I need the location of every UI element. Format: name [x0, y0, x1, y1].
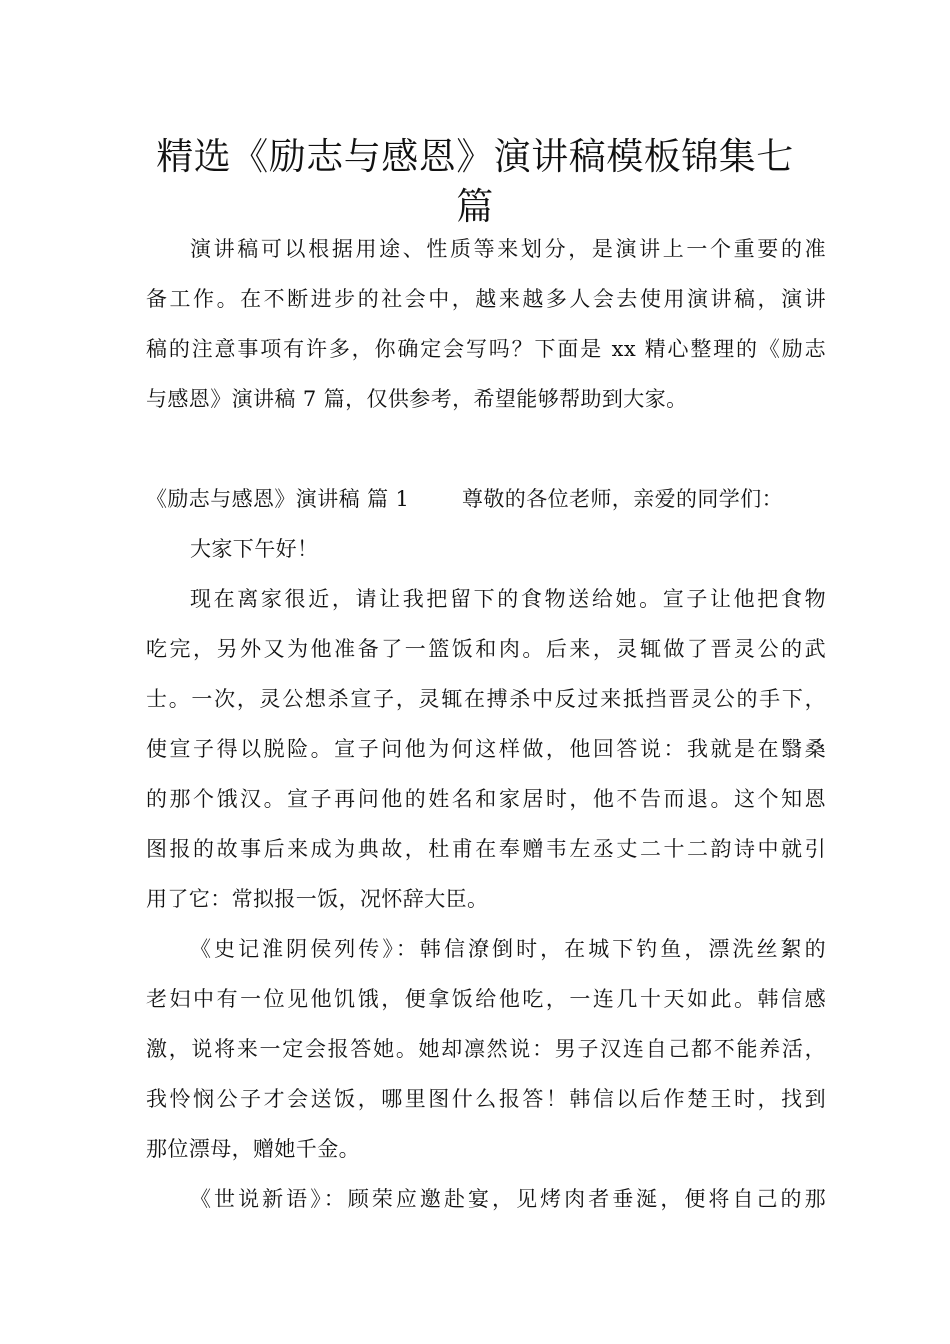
- paragraph-3-line: 《世说新语》：顾荣应邀赴宴，见烤肉者垂涎，便将自己的那: [190, 1187, 826, 1211]
- paragraph-1-line: 使宣子得以脱险。宣子问他为何这样做，他回答说：我就是在翳桑: [146, 737, 826, 761]
- paragraph-1-line: 用了它：常拟报一饭，况怀辞大臣。: [146, 887, 489, 911]
- document-title-line-1: 精选《励志与感恩》演讲稿模板锦集七: [156, 135, 794, 178]
- paragraph-1-line: 的那个饿汉。宣子再问他的姓名和家居时，他不告而退。这个知恩: [146, 787, 826, 811]
- document-title-line-2: 篇: [456, 185, 494, 228]
- intro-line: 与感恩》演讲稿 7 篇，仅供参考，希望能够帮助到大家。: [146, 387, 688, 411]
- intro-line: 稿的注意事项有许多，你确定会写吗？下面是 xx 精心整理的《励志: [146, 337, 826, 361]
- intro-line: 备工作。在不断进步的社会中，越来越多人会去使用演讲稿，演讲: [146, 287, 826, 311]
- paragraph-2-line: 激，说将来一定会报答她。她却凛然说：男子汉连自己都不能养活，: [146, 1037, 826, 1061]
- paragraph-1-line: 图报的故事后来成为典故，杜甫在奉赠韦左丞丈二十二韵诗中就引: [146, 837, 826, 861]
- paragraph-2-line: 那位漂母，赠她千金。: [146, 1137, 360, 1161]
- intro-line: 演讲稿可以根据用途、性质等来划分，是演讲上一个重要的准: [190, 237, 826, 261]
- paragraph-2-line: 我怜悯公子才会送饭，哪里图什么报答！韩信以后作楚王时，找到: [146, 1087, 826, 1111]
- paragraph-2-line: 《史记淮阴侯列传》：韩信潦倒时，在城下钓鱼，漂洗丝絮的: [190, 937, 826, 961]
- paragraph-2-line: 老妇中有一位见他饥饿，便拿饭给他吃，一连几十天如此。韩信感: [146, 987, 826, 1011]
- paragraph-1-line: 士。一次，灵公想杀宣子，灵辄在搏杀中反过来抵挡晋灵公的手下，: [146, 687, 826, 711]
- salutation: 尊敬的各位老师，亲爱的同学们：: [462, 487, 783, 511]
- paragraph-1-line: 吃完，另外又为他准备了一篮饭和肉。后来，灵辄做了晋灵公的武: [146, 637, 826, 661]
- section-heading: 《励志与感恩》演讲稿 篇 1: [146, 487, 410, 511]
- paragraph-1-line: 现在离家很近，请让我把留下的食物送给她。宣子让他把食物: [190, 587, 826, 611]
- greeting: 大家下午好！: [190, 537, 319, 561]
